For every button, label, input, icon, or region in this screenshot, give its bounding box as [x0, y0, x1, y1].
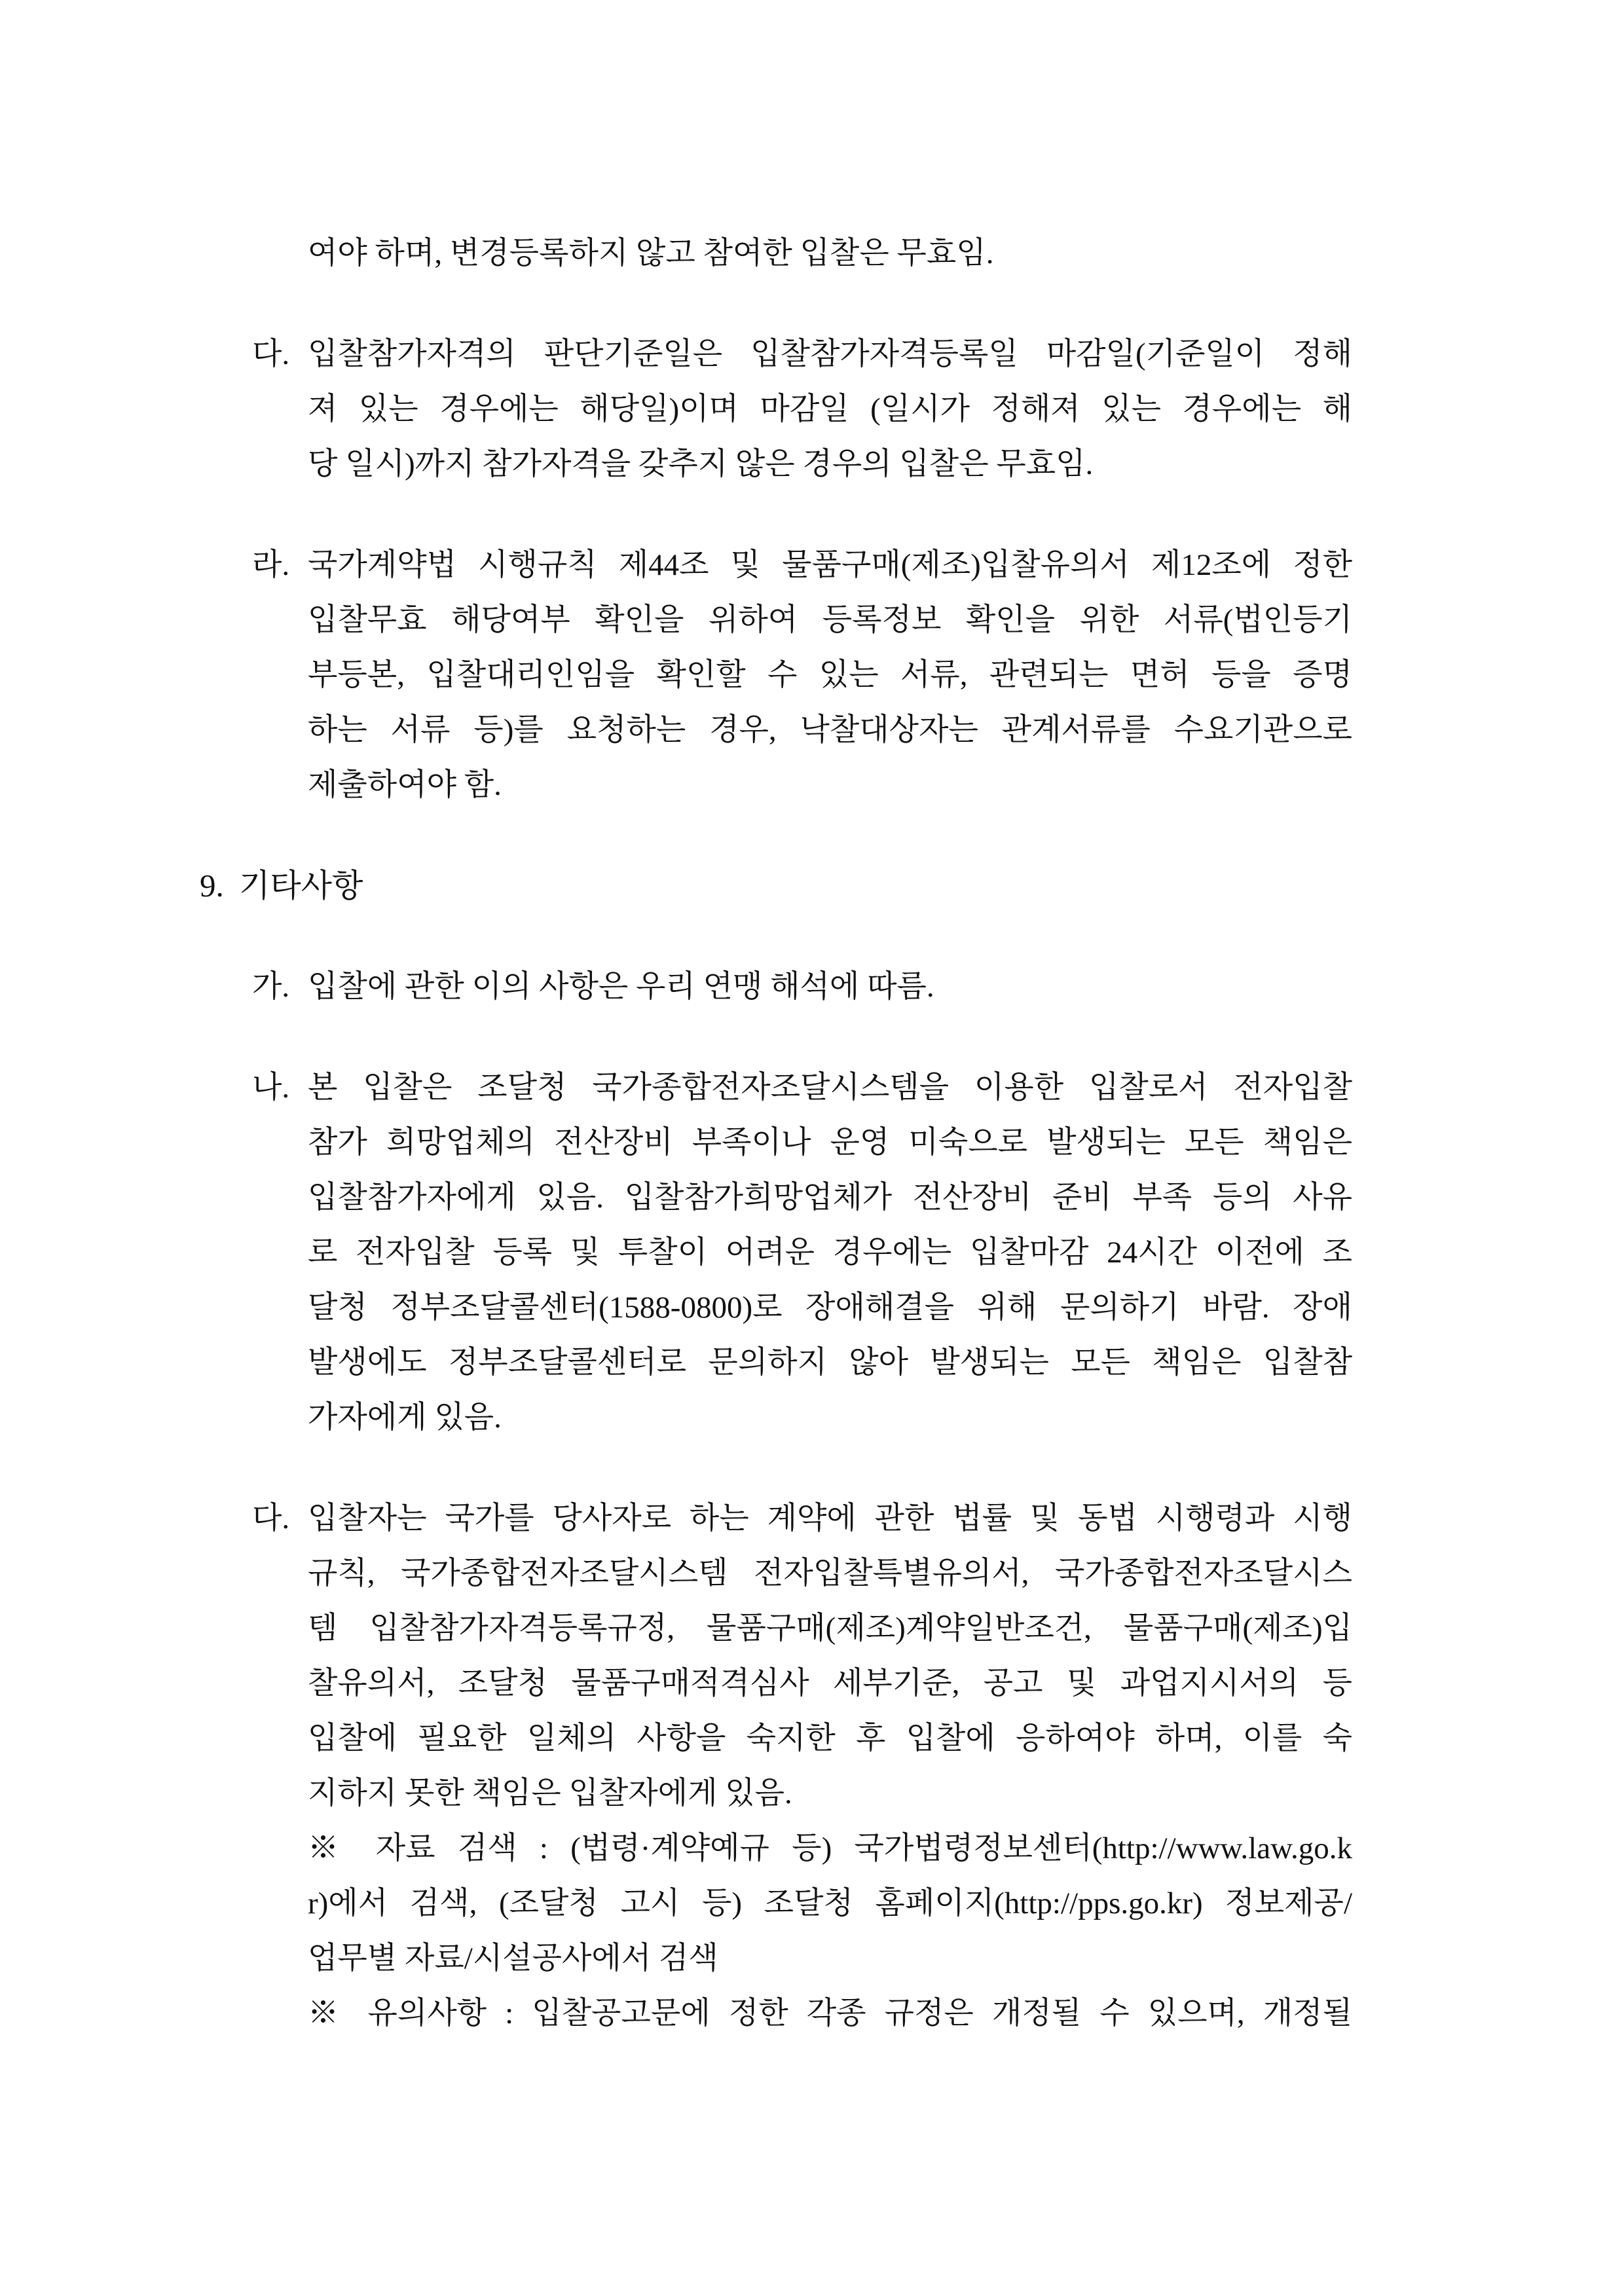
text-line: 여야 하며, 변경등록하지 않고 참여한 입찰은 무효임.: [308, 236, 994, 270]
text-line: 입찰자는 국가를 당사자로 하는 계약에 관한 법률 및 동법 시행령과 시행 다.: [308, 1491, 1352, 1546]
text-line: 제출하여야 함.: [308, 768, 502, 802]
text-line: 업무별 자료/시설공사에서 검색: [308, 1941, 718, 1975]
section-title: 기타사항: [239, 868, 363, 904]
item-marker: 나.: [252, 1071, 290, 1105]
text-line: 발생에도 정부조달콜센터로 문의하지 않아 발생되는 모든 책임은 입찰참: [308, 1346, 1352, 1380]
list-item-paragraph: [252, 959, 1352, 1014]
list-item-paragraph: [252, 1491, 1352, 2041]
item-marker: 라.: [252, 548, 290, 582]
text-line: r)에서 검색, (조달청 고시 등) 조달청 홈페이지(http://pps.go.kr) 정보제공/: [308, 1886, 1352, 1920]
item-marker: 다.: [252, 1501, 290, 1535]
text-line: 입찰에 관한 이의 사항은 우리 연맹 해석에 따름. 가.: [308, 959, 1352, 1014]
item-marker: 다.: [252, 337, 290, 371]
text-line: ※ 자료 검색 : (법령·계약예규 등) 국가법령정보센터(http://www.law.go.k: [308, 1831, 1352, 1865]
text-line: 템 입찰참가자격등록규정, 물품구매(제조)계약일반조건, 물품구매(제조)입: [308, 1611, 1352, 1645]
section-heading: [200, 858, 1352, 913]
text-line: 찰유의서, 조달청 물품구매적격심사 세부기준, 공고 및 과업지시서의 등: [308, 1666, 1352, 1700]
text-line: 국가계약법 시행규칙 제44조 및 물품구매(제조)입찰유의서 제12조에 정한 라.: [308, 538, 1352, 593]
text-line: 입찰무효 해당여부 확인을 위하여 등록정보 확인을 위한 서류(법인등기: [308, 603, 1352, 637]
text-line: 로 전자입찰 등록 및 투찰이 어려운 경우에는 입찰마감 24시간 이전에 조: [308, 1236, 1352, 1270]
text-line: 참가 희망업체의 전산장비 부족이나 운영 미숙으로 발생되는 모든 책임은: [308, 1126, 1352, 1160]
text-line: 본 입찰은 조달청 국가종합전자조달시스템을 이용한 입찰로서 전자입찰 나.: [308, 1060, 1352, 1115]
section-number: 9.: [200, 868, 224, 904]
text-line: 당 일시)까지 참가자격을 갖추지 않은 경우의 입찰은 무효임.: [308, 447, 1094, 481]
text-line: 입찰참가자격의 판단기준일은 입찰참가자격등록일 마감일(기준일이 정해 다.: [308, 327, 1352, 382]
text-line: 달청 정부조달콜센터(1588-0800)로 장애해결을 위해 문의하기 바람. 장애: [308, 1291, 1352, 1325]
document-body: [200, 226, 1352, 2041]
continuation-paragraph: [308, 226, 1352, 281]
text-line: 입찰참가자에게 있음. 입찰참가희망업체가 전산장비 준비 부족 등의 사유: [308, 1181, 1352, 1215]
text-line: 입찰에 필요한 일체의 사항을 숙지한 후 입찰에 응하여야 하며, 이를 숙: [308, 1721, 1352, 1755]
text-line: 부등본, 입찰대리인임을 확인할 수 있는 서류, 관련되는 면허 등을 증명: [308, 658, 1352, 692]
text-line: ※ 유의사항 : 입찰공고문에 정한 각종 규정은 개정될 수 있으며, 개정될: [308, 1996, 1352, 2030]
list-item-paragraph: [252, 538, 1352, 813]
text-line: 규칙, 국가종합전자조달시스템 전자입찰특별유의서, 국가종합전자조달시스: [308, 1556, 1352, 1590]
text-line: 지하지 못한 책임은 입찰자에게 있음.: [308, 1776, 792, 1810]
item-marker: 가.: [252, 970, 290, 1004]
list-item-paragraph: [252, 327, 1352, 492]
text-line: 가자에게 있음.: [308, 1401, 502, 1435]
list-item-paragraph: [252, 1060, 1352, 1445]
text-line: 져 있는 경우에는 해당일)이며 마감일 (일시가 정해져 있는 경우에는 해: [308, 392, 1352, 426]
text-line: 하는 서류 등)를 요청하는 경우, 낙찰대상자는 관계서류를 수요기관으로: [308, 713, 1352, 747]
